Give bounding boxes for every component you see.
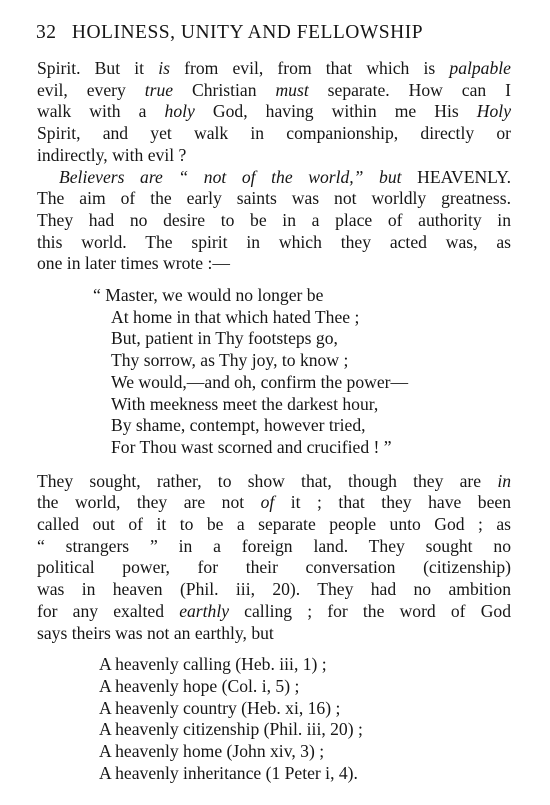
- text-line: [37, 188, 511, 210]
- text-run: They had no desire to be in a place of authority in: [37, 209, 511, 230]
- text-run: calling ; for the word of God: [229, 600, 511, 621]
- text-run: it ; that they have been: [274, 492, 511, 513]
- poem-line: For Thou wast scorned and crucified ! ”: [111, 436, 392, 457]
- page-header: [36, 22, 516, 44]
- list-item: A heavenly citizenship (Phil. iii, 20) ;: [99, 719, 363, 740]
- list-item: A heavenly hope (Col. i, 5) ;: [99, 675, 300, 696]
- text-run: this world. The spirit in which they acted was, as: [37, 231, 511, 252]
- italic-run: must: [275, 79, 309, 100]
- text-line: [37, 557, 511, 579]
- paragraph: [37, 167, 511, 276]
- text-run: called out of it to be a separate people unto God ; as: [37, 514, 511, 535]
- italic-run: holy: [164, 101, 195, 122]
- italic-run: true: [144, 79, 174, 100]
- text-run: was in heaven (Phil. iii, 20). They had no ambition: [37, 579, 511, 600]
- text-run: says theirs was not an earthly, but: [37, 622, 274, 643]
- list-item: A heavenly inheritance (1 Peter i, 4).: [99, 762, 358, 783]
- poem-line: With meekness meet the darkest hour,: [111, 393, 379, 414]
- page-number: 32: [36, 22, 57, 43]
- text-run: “ strangers ” in a foreign land. They sought no: [37, 535, 511, 556]
- text-line: [37, 492, 511, 514]
- text-line: [37, 145, 511, 167]
- text-run: for any exalted: [37, 600, 180, 621]
- italic-run: Believers are “ not of the world,” but: [59, 166, 402, 187]
- text-line: [37, 58, 511, 80]
- text-line: [37, 579, 511, 601]
- text-line: [37, 210, 511, 232]
- poem-quote: [37, 285, 511, 459]
- italic-run: earthly: [179, 600, 230, 621]
- text-run: HEAVENLY.: [401, 166, 511, 187]
- text-run: Christian: [173, 79, 276, 100]
- poem-line: By shame, contempt, however tried,: [111, 415, 366, 436]
- list-item: A heavenly country (Heb. xi, 16) ;: [99, 697, 341, 718]
- text-line: [37, 101, 511, 123]
- paragraph: [37, 471, 511, 645]
- text-line: [37, 80, 511, 102]
- text-run: Spirit. But it: [37, 58, 159, 78]
- text-line: [37, 601, 511, 623]
- text-line: [37, 232, 511, 254]
- text-line: [37, 167, 511, 189]
- text-run: walk with a: [37, 101, 165, 122]
- text-run: from evil, from that which is: [169, 58, 450, 78]
- text-run: They sought, rather, to show that, though they are: [37, 470, 498, 491]
- body-text: [37, 58, 511, 785]
- text-line: [37, 536, 511, 558]
- text-run: Spirit, and yet walk in companionship, directly or: [37, 123, 511, 144]
- paragraph: [37, 58, 511, 167]
- poem-line: At home in that which hated Thee ;: [111, 306, 360, 327]
- text-run: the world, they are not: [37, 492, 261, 513]
- poem-line: “ Master, we would no longer be: [93, 285, 324, 306]
- text-line: [37, 253, 511, 275]
- text-line: [37, 471, 511, 493]
- heavenly-list: [37, 654, 511, 784]
- italic-run: in: [497, 470, 511, 491]
- italic-run: palpable: [449, 58, 511, 78]
- text-line: [37, 123, 511, 145]
- poem-line: Thy sorrow, as Thy joy, to know ;: [111, 350, 349, 371]
- text-run: indirectly, with evil ?: [37, 144, 187, 165]
- list-item: A heavenly calling (Heb. iii, 1) ;: [99, 654, 327, 675]
- poem-line: We would,—and oh, confirm the power—: [111, 371, 409, 392]
- text-run: The aim of the early saints was not worldly greatness.: [37, 188, 511, 209]
- italic-run: is: [158, 58, 170, 78]
- text-run: separate. How can I: [308, 79, 511, 100]
- text-run: one in later times wrote :—: [37, 253, 230, 274]
- italic-run: of: [260, 492, 275, 513]
- running-title: HOLINESS, UNITY AND FELLOWSHIP: [71, 22, 424, 43]
- text-line: [37, 514, 511, 536]
- list-item: A heavenly home (John xiv, 3) ;: [99, 741, 325, 762]
- poem-line: But, patient in Thy footsteps go,: [111, 328, 338, 349]
- text-run: political power, for their conversation (citizenship): [37, 557, 511, 578]
- italic-run: Holy: [476, 101, 511, 122]
- text-run: evil, every: [37, 79, 145, 100]
- text-line: [37, 623, 511, 645]
- text-run: God, having within me His: [194, 101, 477, 122]
